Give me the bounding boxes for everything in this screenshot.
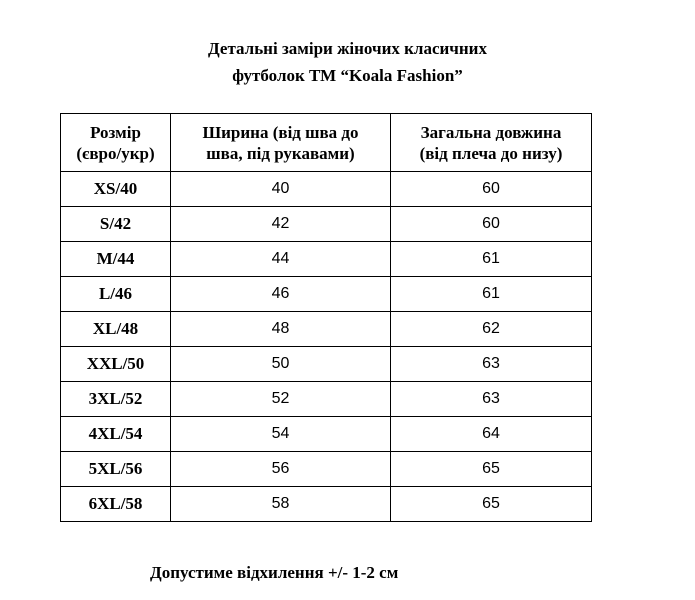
length-cell: 61	[391, 277, 592, 312]
length-cell: 60	[391, 172, 592, 207]
table-row	[61, 417, 592, 452]
size-table	[60, 113, 592, 522]
length-cell: 63	[391, 382, 592, 417]
size-cell: 5XL/56	[61, 452, 171, 487]
header-width-line-2: шва, під рукавами)	[206, 143, 355, 163]
width-cell: 46	[171, 277, 391, 312]
length-cell: 60	[391, 207, 592, 242]
table-row	[61, 172, 592, 207]
header-width-line-1: Ширина (від шва до	[202, 122, 359, 142]
table-row	[61, 382, 592, 417]
title-line-1: Детальні заміри жіночих класичних	[208, 39, 487, 58]
width-cell: 56	[171, 452, 391, 487]
table-header-row	[61, 114, 592, 172]
length-cell: 64	[391, 417, 592, 452]
length-cell: 61	[391, 242, 592, 277]
header-length-line-1: Загальна довжина	[420, 122, 562, 142]
title-line-2: футболок ТМ “Koala Fashion”	[232, 66, 463, 85]
width-cell: 58	[171, 487, 391, 522]
table-row	[61, 207, 592, 242]
size-cell: 6XL/58	[61, 487, 171, 522]
table-row	[61, 312, 592, 347]
table-row	[61, 452, 592, 487]
size-cell: 3XL/52	[61, 382, 171, 417]
width-cell: 42	[171, 207, 391, 242]
table-row	[61, 347, 592, 382]
table-row	[61, 242, 592, 277]
length-cell: 65	[391, 487, 592, 522]
size-cell: XXL/50	[61, 347, 171, 382]
header-width	[171, 114, 391, 172]
size-cell: XL/48	[61, 312, 171, 347]
table-row	[61, 277, 592, 312]
size-cell: XS/40	[61, 172, 171, 207]
size-cell: L/46	[61, 277, 171, 312]
size-cell: 4XL/54	[61, 417, 171, 452]
size-cell: M/44	[61, 242, 171, 277]
header-size	[61, 114, 171, 172]
header-length-line-2: (від плеча до низу)	[419, 143, 563, 163]
header-size-line-2: (євро/укр)	[76, 143, 155, 163]
length-cell: 65	[391, 452, 592, 487]
width-cell: 44	[171, 242, 391, 277]
length-cell: 63	[391, 347, 592, 382]
width-cell: 40	[171, 172, 391, 207]
tolerance-note: Допустиме відхилення +/- 1-2 см	[150, 563, 399, 582]
header-size-line-1: Розмір	[90, 122, 141, 142]
width-cell: 50	[171, 347, 391, 382]
document-title	[0, 35, 695, 89]
length-cell: 62	[391, 312, 592, 347]
size-cell: S/42	[61, 207, 171, 242]
width-cell: 48	[171, 312, 391, 347]
width-cell: 52	[171, 382, 391, 417]
header-length	[391, 114, 592, 172]
table-row	[61, 487, 592, 522]
width-cell: 54	[171, 417, 391, 452]
